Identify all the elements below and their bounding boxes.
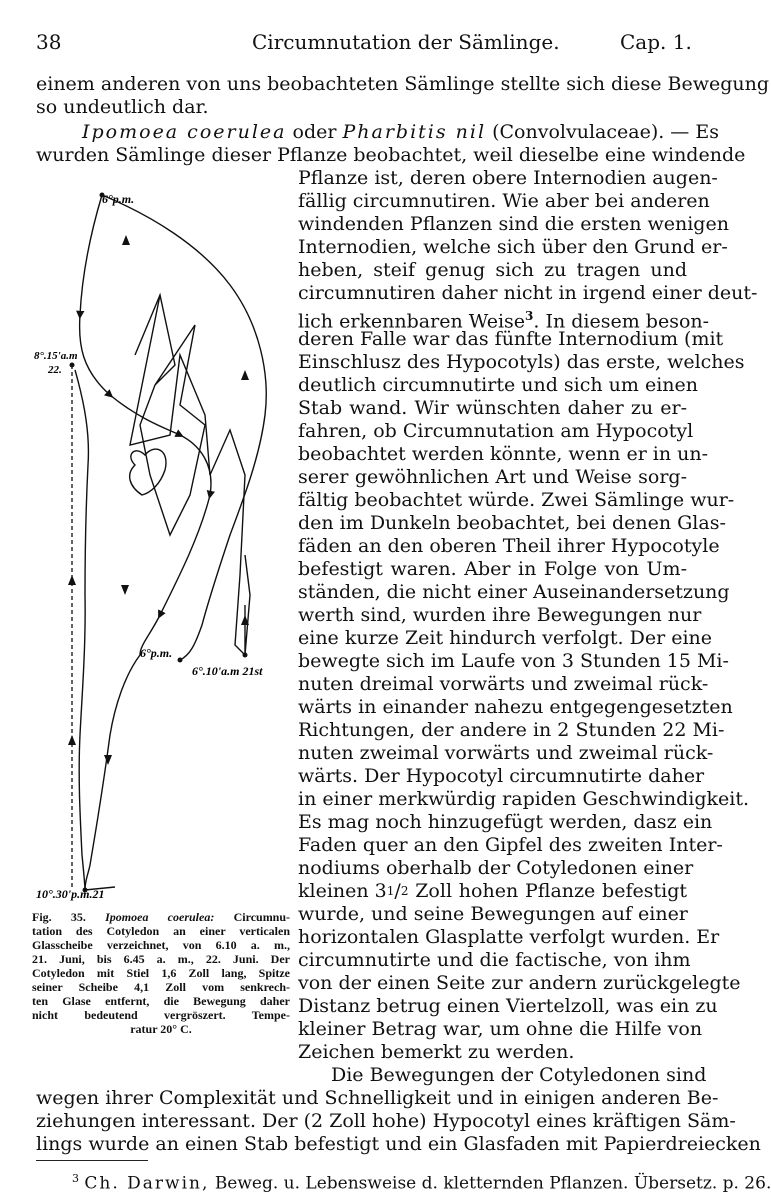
trace-outer-loop bbox=[80, 195, 211, 655]
arrowhead bbox=[122, 235, 130, 245]
body-line: fältig beobachtet würde. Zwei Sämlinge wur- bbox=[298, 489, 735, 511]
body-line bbox=[298, 880, 687, 902]
species-name: Pharbitis nil bbox=[342, 121, 487, 143]
body-line: wärts in einander nahezu entgegengesetzten bbox=[298, 696, 733, 718]
figure-caption bbox=[32, 910, 290, 1036]
fraction-num: 1 bbox=[386, 884, 395, 898]
body-line: Stab wand. Wir wünschten daher zu er- bbox=[298, 397, 687, 419]
body-line: wärts. Der Hypocotyl circumnutirte daher bbox=[298, 765, 705, 787]
body-line: wurde, und seine Bewegungen auf einer bbox=[298, 903, 688, 925]
body-line: Distanz betrug einen Viertelzoll, was ein zu bbox=[298, 995, 718, 1017]
caption-line: ratur 20° C. bbox=[130, 1022, 192, 1036]
running-title: Circumnutation der Sämlinge. bbox=[252, 30, 560, 54]
fraction-slash: / bbox=[394, 880, 401, 902]
page-number: 38 bbox=[36, 30, 62, 54]
caption-line: Cotyledon mit Stiel 1,6 Zoll lang, Spitze bbox=[32, 966, 290, 980]
trace-left-path bbox=[75, 370, 88, 890]
figure-label-left: 22. bbox=[48, 364, 62, 376]
body-line: kleiner Betrag war, um ohne die Hilfe von bbox=[298, 1018, 703, 1040]
arrowhead bbox=[241, 370, 249, 380]
trace-bottom bbox=[85, 655, 140, 890]
body-line: wegen ihrer Complexität und Schnelligkeit und in einigen anderen Be- bbox=[36, 1087, 719, 1109]
trace-inner bbox=[130, 295, 245, 655]
body-line: wurden Sämlinge dieser Pflanze beobachtet, weil dieselbe eine windende bbox=[36, 144, 746, 166]
body-line: Faden quer an den Gipfel des zweiten Inter- bbox=[298, 834, 723, 856]
caption-text: Circumnu- bbox=[233, 910, 291, 924]
body-line: lings wurde an einen Stab befestigt und ein Glasfaden mit Papierdreiecken bbox=[36, 1133, 761, 1155]
caption-line: seiner Scheibe 4,1 Zoll vom senkrech- bbox=[32, 980, 290, 994]
figure-label-top: 6°p.m. bbox=[102, 192, 135, 206]
figure-label-left: 8°.15'a.m bbox=[34, 350, 78, 362]
body-line: bewegte sich im Laufe von 3 Stunden 15 Mi- bbox=[298, 650, 729, 672]
body-line: fäden an den oberen Theil ihrer Hypocotyle bbox=[298, 535, 720, 557]
chapter-label: Cap. 1. bbox=[620, 30, 692, 54]
body-line: einem anderen von uns beobachteten Sämlinge stellte sich diese Bewegung bbox=[36, 73, 770, 95]
body-line: nodiums oberhalb der Cotyledonen einer bbox=[298, 857, 694, 879]
body-line: nuten dreimal vorwärts und zweimal rück- bbox=[298, 673, 709, 695]
body-line: in einer merkwürdig rapiden Geschwindigkeit. bbox=[298, 788, 750, 810]
body-line: serer gewöhnlichen Art und Weise sorg- bbox=[298, 466, 687, 488]
body-line: so undeutlich dar. bbox=[36, 96, 209, 118]
body-line: deutlich circumnutirte und sich um einen bbox=[298, 374, 698, 396]
body-line: beobachtet werden könnte, wenn er in un- bbox=[298, 443, 709, 465]
body-line: circumnutirte und die factische, von ihm bbox=[298, 949, 691, 971]
text-part: Zoll hohen Pflanze befestigt bbox=[408, 880, 687, 902]
body-line: ständen, die nicht einer Auseinandersetzung bbox=[298, 581, 730, 603]
text-part: lich erkennbaren Weise bbox=[298, 310, 526, 333]
body-line: circumnutiren daher nicht in irgend einer deut- bbox=[298, 282, 758, 304]
arrowhead bbox=[121, 585, 129, 595]
body-line: deren Falle war das fünfte Internodium (mit bbox=[298, 328, 724, 350]
trace-heart bbox=[130, 449, 166, 495]
trace-zigzag bbox=[135, 295, 205, 535]
body-line: ziehungen interessant. Der (2 Zoll hohe) Hypocotyl eines kräftigen Säm- bbox=[36, 1110, 736, 1132]
body-line: Die Bewegungen der Cotyledonen sind bbox=[331, 1064, 707, 1086]
body-line: werth sind, wurden ihre Bewegungen nur bbox=[298, 604, 702, 626]
arrowhead bbox=[68, 735, 76, 745]
body-line: Zeichen bemerkt zu werden. bbox=[298, 1041, 575, 1063]
caption-fig-number: Fig. 35. bbox=[32, 910, 86, 924]
caption-line: ten Glase entfernt, die Bewegung daher bbox=[32, 994, 290, 1008]
text-part: kleinen 3 bbox=[298, 880, 387, 902]
body-line: Einschlusz des Hypocotyls) das erste, welches bbox=[298, 351, 745, 373]
word-oder: oder bbox=[292, 121, 337, 143]
body-line: nuten zweimal vorwärts und zweimal rück- bbox=[298, 742, 714, 764]
trace-point bbox=[70, 363, 75, 368]
body-line: den im Dunkeln beobachtet, bei denen Glas- bbox=[298, 512, 726, 534]
caption-line bbox=[32, 910, 290, 924]
caption-line: Glasscheibe verzeichnet, von 6.10 a. m., bbox=[32, 938, 290, 952]
body-line: fahren, ob Circumnutation am Hypocotyl bbox=[298, 420, 694, 442]
body-line: fällig circumnutiren. Wie aber bei anderen bbox=[298, 190, 710, 212]
body-line: windenden Pflanzen sind die ersten wenigen bbox=[298, 213, 729, 235]
body-line: heben, steif genug sich zu tragen und bbox=[298, 259, 687, 281]
arrowhead bbox=[104, 755, 112, 765]
footnote-mark: 3 bbox=[72, 1172, 79, 1185]
footnote-author: Ch. Darwin, bbox=[84, 1173, 210, 1194]
figure-label-right: 6°.10'a.m 21st bbox=[192, 664, 263, 678]
footnote bbox=[72, 1168, 771, 1195]
body-line: horizontalen Glasplatte verfolgt wurden. Er bbox=[298, 926, 720, 948]
caption-species: Ipomoea coerulea: bbox=[105, 910, 215, 924]
footnote-ref: 3 bbox=[525, 309, 534, 323]
body-line: eine kurze Zeit hindurch verfolgt. Der eine bbox=[298, 627, 713, 649]
footnote-rule bbox=[36, 1160, 148, 1161]
body-line: Richtungen, der andere in 2 Stunden 22 Mi- bbox=[298, 719, 725, 741]
trace-right bbox=[245, 555, 250, 655]
footnote-text: Beweg. u. Lebensweise d. kletternden Pflanzen. Übersetz. p. 26. bbox=[214, 1173, 771, 1194]
body-line: Pflanze ist, deren obere Internodien augen- bbox=[298, 167, 718, 189]
body-line: Es mag noch hinzugefügt werden, dasz ein bbox=[298, 811, 713, 833]
body-line: von der einen Seite zur andern zurückgelegte bbox=[298, 972, 741, 994]
body-line: Internodien, welche sich über den Grund er- bbox=[298, 236, 728, 258]
family-name: (Convolvulaceae). — Es bbox=[492, 121, 719, 143]
trace-point bbox=[243, 653, 248, 658]
circumnutation-figure bbox=[30, 175, 292, 900]
text-part: . In diesem beson- bbox=[533, 310, 710, 333]
body-line: befestigt waren. Aber in Folge von Um- bbox=[298, 558, 687, 580]
arrowhead bbox=[68, 575, 76, 585]
species-name: Ipomoea coerulea bbox=[82, 121, 287, 143]
caption-line: tation des Cotyledon an einer verticalen bbox=[32, 924, 290, 938]
caption-line: 21. Juni, bis 6.45 a. m., 22. Juni. Der bbox=[32, 952, 290, 966]
fraction-den: 2 bbox=[400, 884, 409, 898]
body-line bbox=[82, 121, 719, 143]
figure-label-bottom: 10°.30'p.m.21 bbox=[36, 887, 105, 901]
caption-line: nicht bedeutend vergröszert. Tempe- bbox=[32, 1008, 290, 1022]
trace-point bbox=[178, 658, 183, 663]
figure-label-mid: 6°p.m. bbox=[140, 646, 173, 660]
